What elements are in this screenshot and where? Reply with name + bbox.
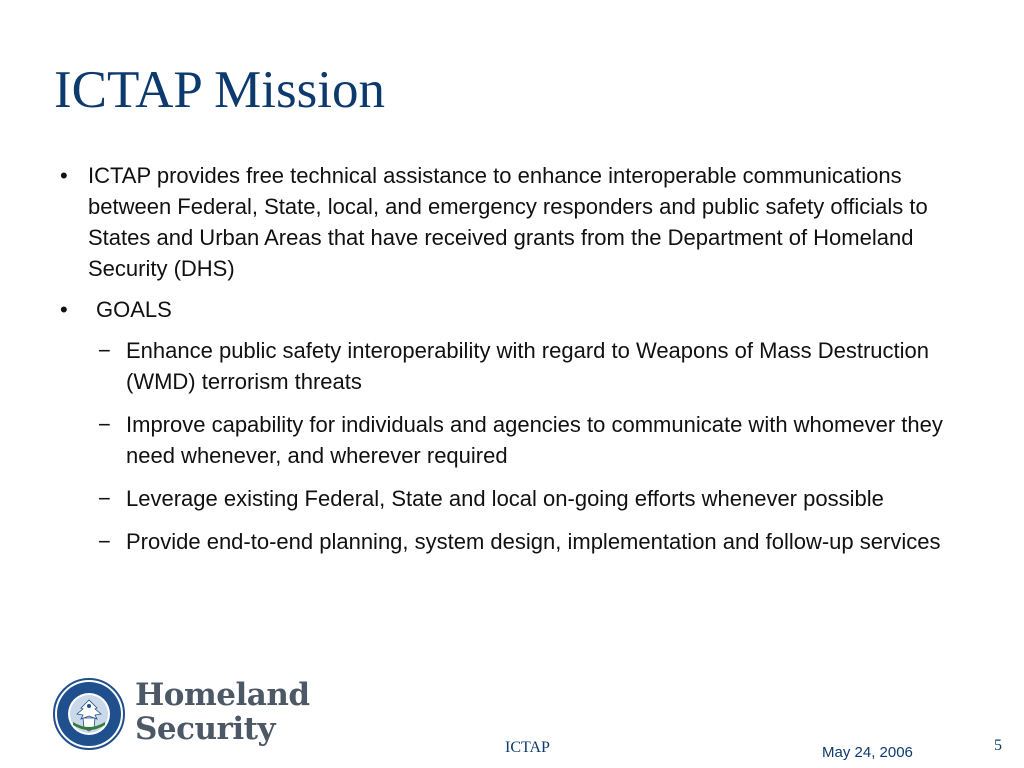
sub-bullet-marker: −	[98, 529, 111, 554]
bullet-text: ICTAP provides free technical assistance to enhance interoperable communications between Federal, State, local, and emergency responders and public safety officials to States and Urban Areas that have received grants from the Department of Homeland Security (DHS)	[88, 163, 928, 281]
goal-text: Enhance public safety interoperability with regard to Weapons of Mass Destruction (WMD) terrorism threats	[126, 338, 930, 394]
dhs-seal-icon	[53, 678, 125, 750]
goal-item	[98, 409, 960, 471]
bullet-item-goals	[60, 294, 960, 557]
bullet-marker: •	[60, 163, 68, 188]
goal-text: Leverage existing Federal, State and local on-going efforts whenever possible	[126, 486, 884, 511]
bullet-marker: •	[60, 297, 68, 322]
slide-title: ICTAP Mission	[54, 61, 385, 119]
goal-item	[98, 483, 960, 514]
bullet-list	[60, 160, 960, 569]
homeland-security-wordmark	[135, 678, 310, 746]
sub-bullet-marker: −	[98, 412, 111, 437]
goals-heading: GOALS	[96, 297, 172, 322]
dhs-logo	[53, 677, 310, 758]
bullet-item	[60, 160, 960, 284]
goal-text: Provide end-to-end planning, system design, implementation and follow-up services	[126, 529, 941, 554]
footer-title: ICTAP	[505, 739, 550, 756]
page-number: 5	[994, 737, 1002, 754]
goal-text: Improve capability for individuals and agencies to communicate with whomever they need whenever, and wherever required	[126, 412, 943, 468]
goal-item	[98, 335, 960, 397]
sub-bullet-marker: −	[98, 338, 111, 363]
goal-item	[98, 526, 960, 557]
goals-list	[88, 335, 960, 557]
wordmark-line2: Security	[135, 711, 275, 747]
wordmark-line1: Homeland	[135, 677, 310, 713]
footer-date: May 24, 2006	[822, 744, 913, 761]
sub-bullet-marker: −	[98, 486, 111, 511]
